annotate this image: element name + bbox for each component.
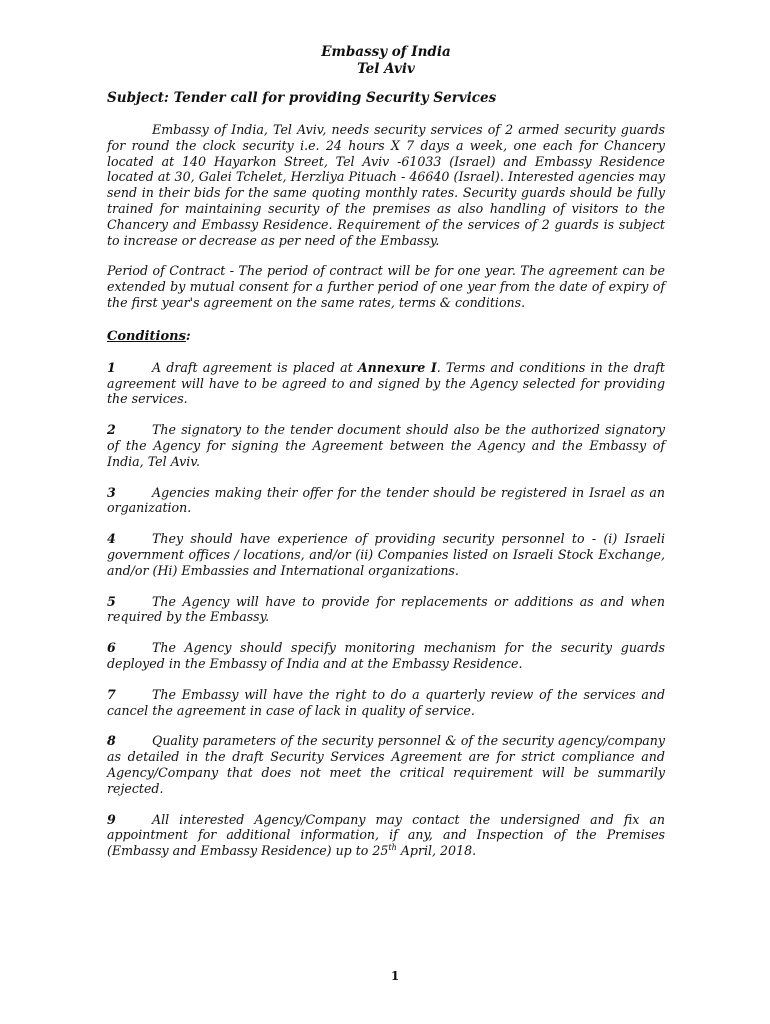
condition-item-5 bbox=[107, 594, 665, 626]
condition-number: 6 bbox=[107, 640, 116, 656]
condition-text: The signatory to the tender document should also be the authorized signatory of the Agency for signing the Agreement between the Agency and the Embassy of India, Tel Aviv. bbox=[107, 422, 665, 469]
condition-item-3 bbox=[107, 485, 665, 517]
condition-number: 1 bbox=[107, 359, 116, 375]
condition-number: 8 bbox=[107, 733, 116, 749]
conditions-heading bbox=[107, 328, 665, 345]
condition-item-1 bbox=[107, 360, 665, 407]
period-paragraph: Period of Contract - The period of contract will be for one year. The agreement can be extended by mutual consent for a further period of one year from the date of expiry of the first year's agreement on the same rates, terms & conditions. bbox=[107, 263, 665, 310]
condition-text: The Agency will have to provide for replacements or additions as and when required by the Embassy. bbox=[107, 593, 665, 625]
condition-item-9 bbox=[107, 812, 665, 859]
annexure-reference: Annexure I bbox=[357, 359, 437, 375]
header-embassy: Embassy of India bbox=[321, 44, 451, 60]
condition-item-7 bbox=[107, 687, 665, 719]
condition-text: Agencies making their offer for the tender should be registered in Israel as an organization. bbox=[107, 484, 665, 516]
condition-number: 9 bbox=[107, 811, 116, 827]
condition-text: Quality parameters of the security personnel & of the security agency/company as detailed in the draft Security Services Agreement are for strict compliance and Agency/Company that does not meet the critical requirement will be summarily rejected. bbox=[107, 733, 665, 796]
header-city: Tel Aviv bbox=[357, 61, 415, 77]
condition-number: 5 bbox=[107, 593, 116, 609]
condition-number: 3 bbox=[107, 484, 116, 500]
condition-number: 2 bbox=[107, 422, 116, 438]
document-page bbox=[107, 44, 665, 859]
condition-item-6 bbox=[107, 640, 665, 672]
conditions-heading-text: Conditions bbox=[107, 328, 186, 344]
condition-item-4 bbox=[107, 531, 665, 578]
condition-item-2 bbox=[107, 422, 665, 469]
subject-line: Subject: Tender call for providing Security Services bbox=[107, 90, 497, 106]
condition-number: 7 bbox=[107, 686, 116, 702]
condition-text: They should have experience of providing security personnel to - (i) Israeli government offices / locations, and/or (ii) Companies listed on Israeli Stock Exchange, and/or (Hi) Embassies and International organizations. bbox=[107, 531, 665, 578]
condition-text-continued: April, 2018. bbox=[396, 843, 477, 859]
page-number: 1 bbox=[390, 969, 400, 983]
conditions-heading-colon: : bbox=[185, 328, 191, 344]
condition-text-continued: . Terms and conditions in the draft agreement will have to be agreed to and signed by the Agency selected for providing the services. bbox=[107, 359, 665, 407]
date-ordinal-suffix: th bbox=[388, 842, 397, 852]
condition-text: The Embassy will have the right to do a quarterly review of the services and cancel the agreement in case of lack in quality of service. bbox=[107, 686, 665, 718]
condition-item-8 bbox=[107, 733, 665, 796]
condition-text: The Agency should specify monitoring mechanism for the security guards deployed in the Embassy of India and at the Embassy Residence. bbox=[107, 640, 665, 671]
condition-text: All interested Agency/Company may contact the undersigned and fix an appointment for additional information, if any, and Inspection of the Premises (Embassy and Embassy Residence) up to 25 bbox=[107, 811, 665, 859]
condition-number: 4 bbox=[107, 531, 116, 547]
intro-paragraph: Embassy of India, Tel Aviv, needs security services of 2 armed security guards for round the clock security i.e. 24 hours X 7 days a week, one each for Chancery located at 140 Hayarkon Street, Tel Aviv -61033 (Israel) and Embassy Residence located at 30, Galei Tchelet, Herzliya Pituach - 46640 (Israel). Interested agencies may send in their bids for the same quoting monthly rates. Security guards should be fully trained for maintaining security of the premises as also handling of visitors to the Chancery and Embassy Residence. Requirement of the services of 2 guards is subject to increase or decrease as per need of the Embassy. bbox=[107, 122, 665, 248]
condition-text: A draft agreement is placed at bbox=[152, 359, 358, 375]
